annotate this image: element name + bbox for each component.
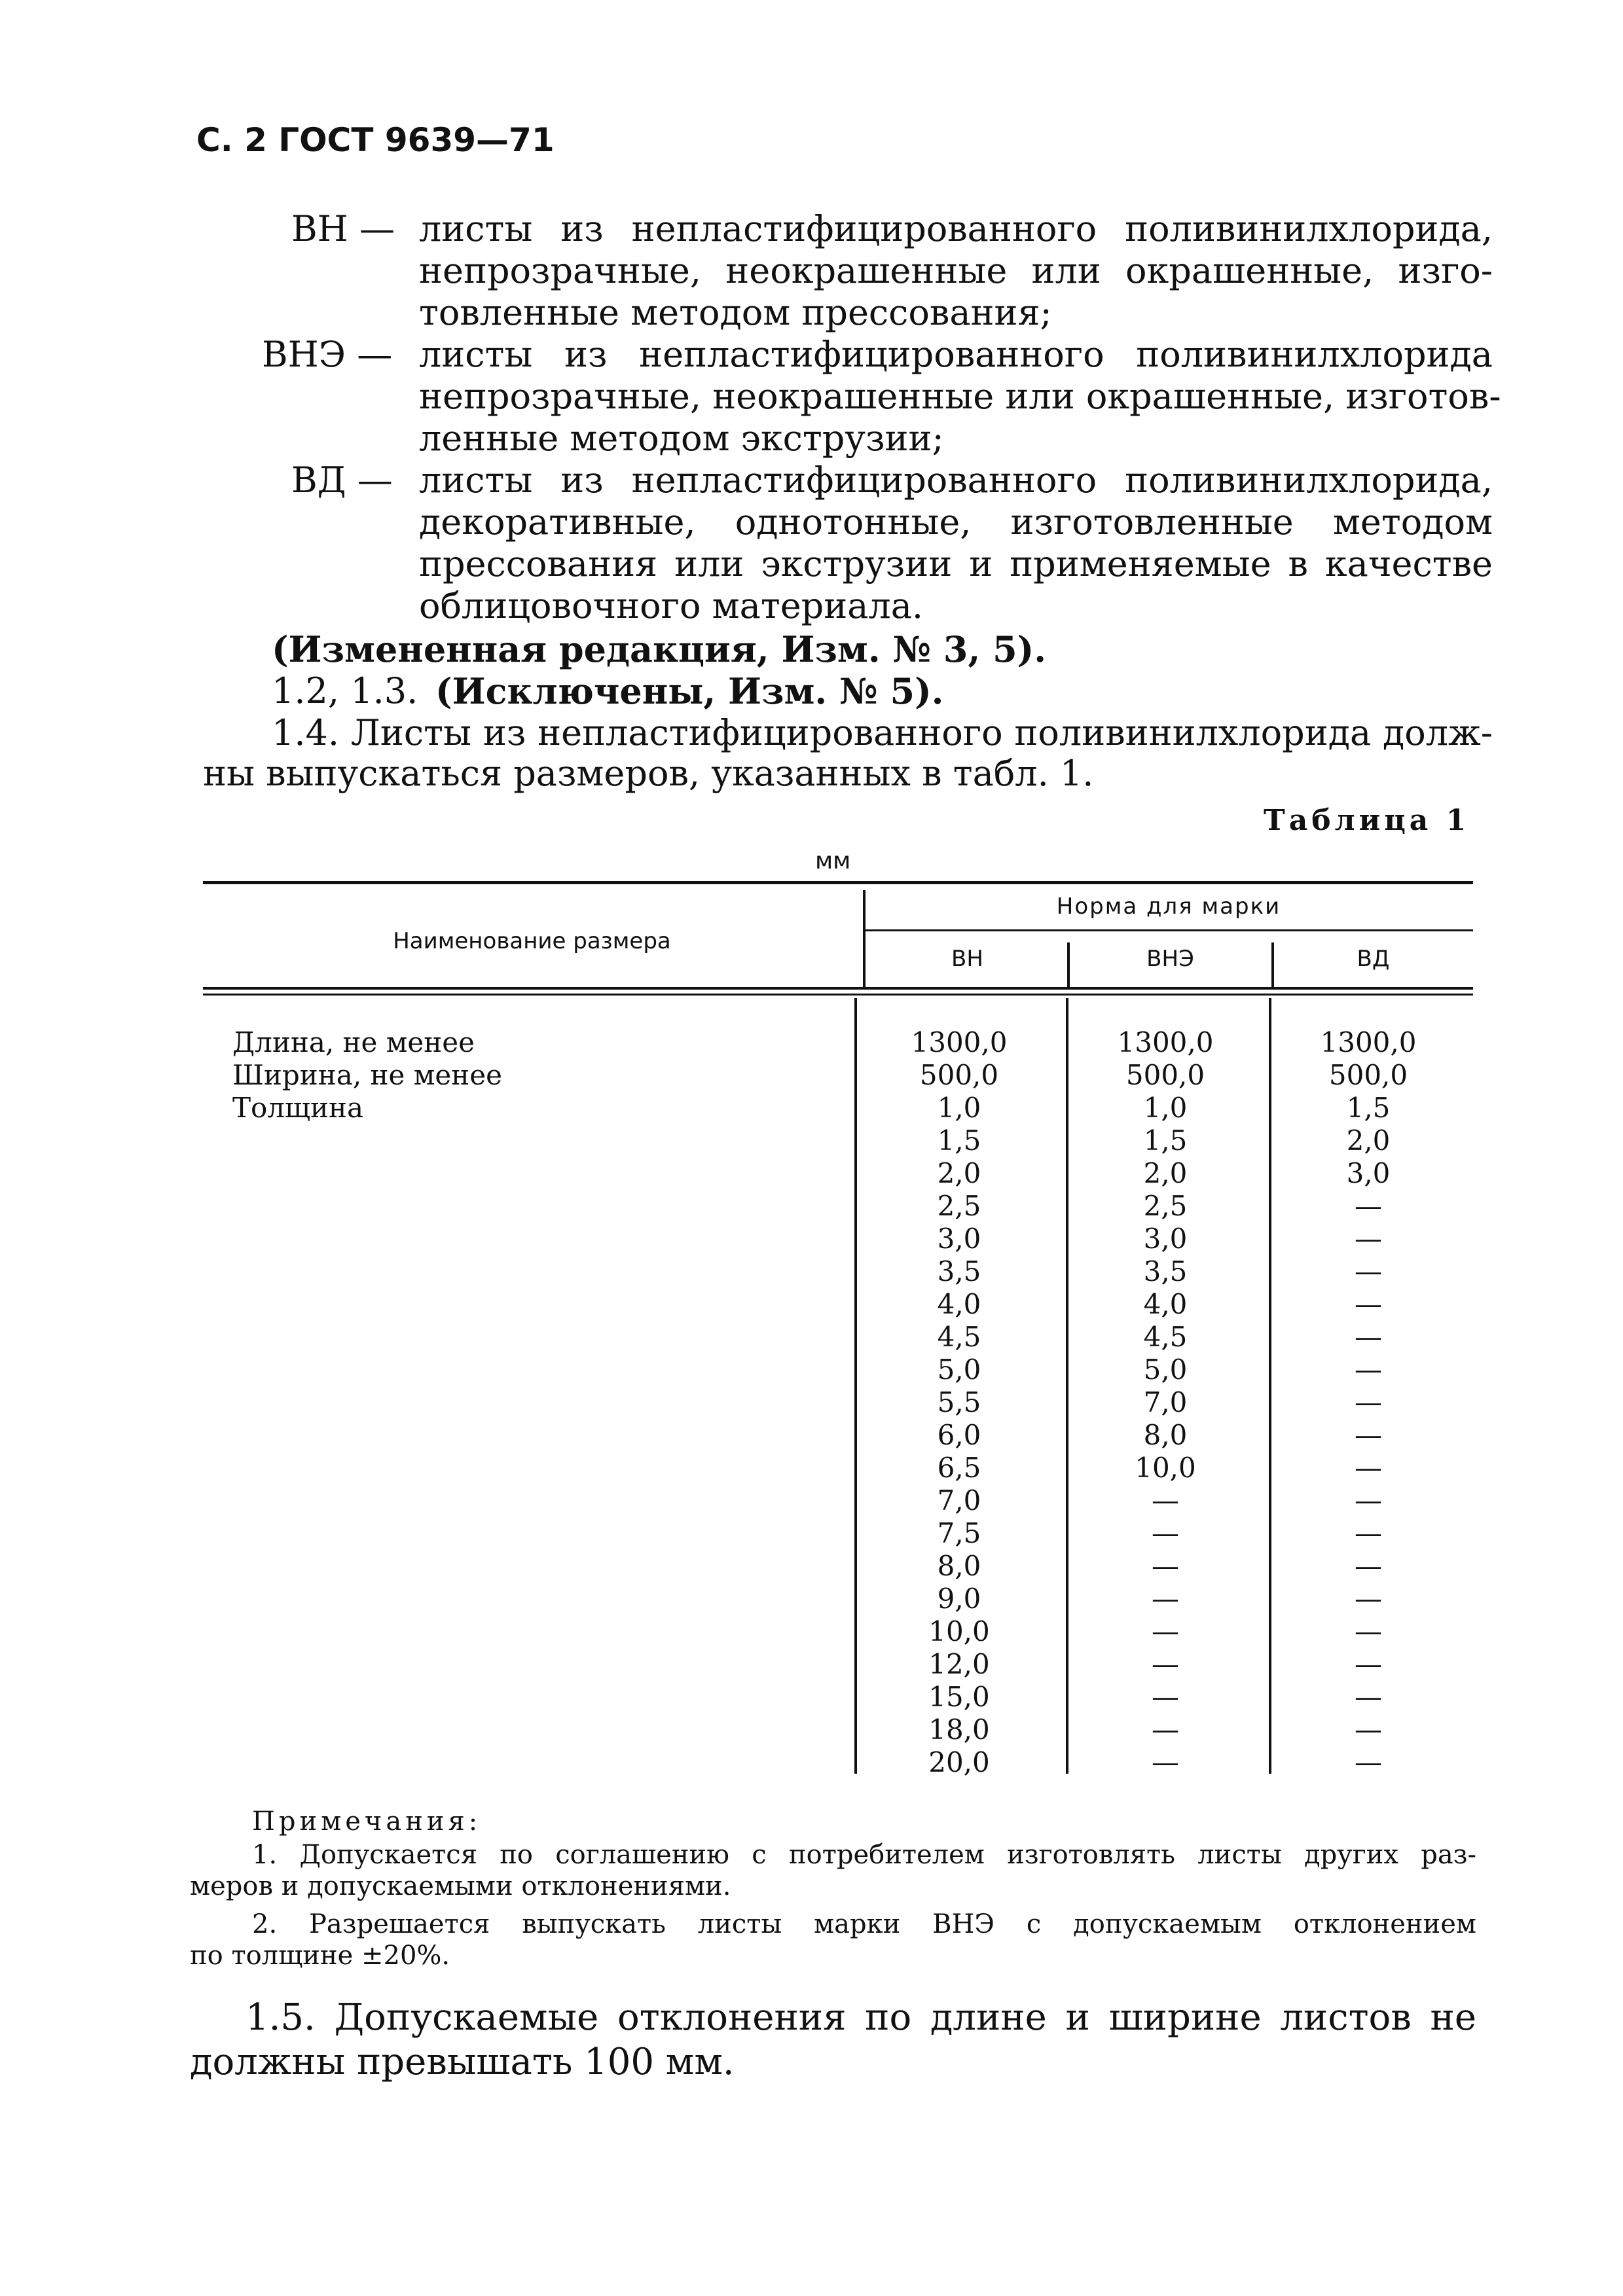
cell-vn-0: 1300,0 — [911, 1026, 1008, 1058]
cell-vd-15: — — [1355, 1517, 1382, 1549]
term-code-vne: ВНЭ — — [262, 334, 393, 375]
cell-vne-20: — — [1152, 1681, 1179, 1713]
term-vn-line-1: листы из непластифицированного поливинилхлорида, — [419, 208, 1493, 249]
header-grade-vd: ВД — [1357, 946, 1390, 972]
clause-1-2-number: 1.2, 1.3. — [272, 670, 418, 711]
cell-vd-16: — — [1355, 1550, 1382, 1582]
header-size-name: Наименование размера — [393, 928, 671, 954]
cell-vne-0: 1300,0 — [1117, 1026, 1214, 1058]
table-top-rule — [203, 881, 1473, 884]
cell-vne-18: — — [1152, 1615, 1179, 1647]
cell-vd-2: 1,5 — [1346, 1092, 1391, 1124]
cell-vne-10: 5,0 — [1143, 1354, 1188, 1386]
cell-vne-19: — — [1152, 1648, 1179, 1680]
cell-vn-22: 20,0 — [928, 1746, 990, 1778]
cell-vn-5: 2,5 — [937, 1190, 981, 1222]
note-1-line-1: 1. Допускается по соглашению с потребителем изготовлять листы других раз- — [252, 1840, 1476, 1870]
cell-vne-5: 2,5 — [1143, 1190, 1188, 1222]
note-1-line-2: меров и допускаемыми отклонениями. — [190, 1871, 731, 1901]
row-name-length: Длина, не менее — [232, 1026, 475, 1058]
cell-vd-7: — — [1355, 1255, 1382, 1287]
cell-vd-1: 500,0 — [1328, 1059, 1408, 1091]
cell-vn-21: 18,0 — [928, 1713, 990, 1746]
cell-vne-2: 1,0 — [1143, 1092, 1188, 1124]
term-vn-line-2: непрозрачные, неокрашенные или окрашенные, изго- — [419, 250, 1493, 291]
cell-vd-12: — — [1355, 1419, 1382, 1451]
cell-vne-8: 4,0 — [1143, 1288, 1188, 1320]
cell-vn-13: 6,5 — [937, 1452, 981, 1484]
cell-vne-15: — — [1152, 1517, 1179, 1549]
cell-vd-20: — — [1355, 1681, 1382, 1713]
notes-heading: Примечания: — [252, 1806, 482, 1837]
table-units: мм — [815, 848, 851, 874]
clause-1-4-line-2: ны выпускаться размеров, указанных в табл. 1. — [203, 753, 1094, 794]
cell-vn-9: 4,5 — [937, 1321, 981, 1353]
cell-vne-17: — — [1152, 1583, 1179, 1615]
page-header: С. 2 ГОСТ 9639—71 — [196, 121, 555, 159]
row-name-thickness: Толщина — [232, 1092, 364, 1124]
term-code-vn: ВН — — [291, 208, 395, 249]
cell-vd-19: — — [1355, 1648, 1382, 1680]
term-vn-line-3: товленные методом прессования; — [419, 292, 1052, 333]
cell-vn-10: 5,0 — [937, 1354, 981, 1386]
table-vline-header-2 — [1067, 942, 1070, 987]
cell-vd-13: — — [1355, 1452, 1382, 1484]
term-vd-line-2: декоративные, однотонные, изготовленные методом — [419, 501, 1493, 543]
header-grade-vne: ВНЭ — [1146, 946, 1194, 972]
cell-vn-4: 2,0 — [937, 1157, 981, 1189]
cell-vd-14: — — [1355, 1484, 1382, 1516]
cell-vne-1: 500,0 — [1125, 1059, 1205, 1091]
cell-vne-13: 10,0 — [1135, 1452, 1196, 1484]
note-2-line-2: по толщине ±20%. — [190, 1941, 450, 1971]
term-vne-line-3: ленные методом экструзии; — [419, 418, 944, 459]
cell-vd-6: — — [1355, 1223, 1382, 1255]
cell-vn-14: 7,0 — [937, 1484, 981, 1516]
cell-vne-9: 4,5 — [1143, 1321, 1188, 1353]
header-norm-group: Норма для марки — [1056, 893, 1281, 920]
table-caption: Таблица 1 — [1264, 804, 1470, 837]
cell-vne-11: 7,0 — [1143, 1386, 1188, 1418]
table-header-rule-1 — [203, 987, 1473, 990]
cell-vn-18: 10,0 — [928, 1615, 990, 1647]
cell-vd-5: — — [1355, 1190, 1382, 1222]
cell-vn-11: 5,5 — [937, 1386, 981, 1418]
term-code-vd: ВД — — [291, 459, 393, 501]
cell-vne-21: — — [1152, 1713, 1179, 1746]
cell-vd-22: — — [1355, 1746, 1382, 1778]
cell-vn-7: 3,5 — [937, 1255, 981, 1287]
table-header-rule-2 — [203, 994, 1473, 996]
cell-vn-2: 1,0 — [937, 1092, 981, 1124]
cell-vd-0: 1300,0 — [1320, 1026, 1417, 1058]
cell-vd-17: — — [1355, 1583, 1382, 1615]
table-vline-body-1 — [854, 998, 857, 1774]
cell-vne-12: 8,0 — [1143, 1419, 1188, 1451]
header-grade-vn: ВН — [951, 946, 983, 972]
cell-vn-1: 500,0 — [919, 1059, 999, 1091]
table-vline-body-3 — [1269, 998, 1271, 1774]
term-vne-line-2: непрозрачные, неокрашенные или окрашенные, изготов- — [419, 376, 1501, 417]
term-vd-line-1: листы из непластифицированного поливинилхлорида, — [419, 459, 1493, 501]
cell-vne-3: 1,5 — [1143, 1124, 1188, 1157]
note-2-line-1: 2. Разрешается выпускать листы марки ВНЭ с допускаемым отклонением — [252, 1909, 1476, 1939]
clause-1-4-line-1: 1.4. Листы из непластифицированного поливинилхлорида долж- — [272, 712, 1493, 753]
cell-vn-8: 4,0 — [937, 1288, 981, 1320]
cell-vd-8: — — [1355, 1288, 1382, 1320]
row-name-width: Ширина, не менее — [232, 1059, 502, 1091]
cell-vn-17: 9,0 — [937, 1583, 981, 1615]
clause-1-5-line-2: должны превышать 100 мм. — [190, 2041, 735, 2083]
cell-vn-3: 1,5 — [937, 1124, 981, 1157]
cell-vne-4: 2,0 — [1143, 1157, 1188, 1189]
cell-vn-15: 7,5 — [937, 1517, 981, 1549]
cell-vd-9: — — [1355, 1321, 1382, 1353]
cell-vd-3: 2,0 — [1346, 1124, 1391, 1157]
cell-vne-16: — — [1152, 1550, 1179, 1582]
clause-1-2-text: (Исключены, Изм. № 5). — [435, 670, 944, 712]
cell-vne-6: 3,0 — [1143, 1223, 1188, 1255]
cell-vne-14: — — [1152, 1484, 1179, 1516]
cell-vn-19: 12,0 — [928, 1648, 990, 1680]
term-vd-line-4: облицовочного материала. — [419, 585, 924, 626]
term-vd-line-3: прессования или экструзии и применяемые в качестве — [419, 543, 1493, 584]
cell-vn-12: 6,0 — [937, 1419, 981, 1451]
amendment-note: (Измененная редакция, Изм. № 3, 5). — [272, 628, 1047, 670]
clause-1-5-line-1: 1.5. Допускаемые отклонения по длине и ширине листов не — [246, 1996, 1476, 2039]
table-vline-body-2 — [1066, 998, 1068, 1774]
cell-vd-21: — — [1355, 1713, 1382, 1746]
cell-vn-16: 8,0 — [937, 1550, 981, 1582]
cell-vne-22: — — [1152, 1746, 1179, 1778]
cell-vn-6: 3,0 — [937, 1223, 981, 1255]
cell-vn-20: 15,0 — [928, 1681, 990, 1713]
term-vne-line-1: листы из непластифицированного поливинилхлорида — [419, 334, 1493, 375]
cell-vd-4: 3,0 — [1346, 1157, 1391, 1189]
table-group-rule — [864, 929, 1473, 931]
cell-vd-10: — — [1355, 1354, 1382, 1386]
cell-vd-18: — — [1355, 1615, 1382, 1647]
cell-vd-11: — — [1355, 1386, 1382, 1418]
cell-vne-7: 3,5 — [1143, 1255, 1188, 1287]
